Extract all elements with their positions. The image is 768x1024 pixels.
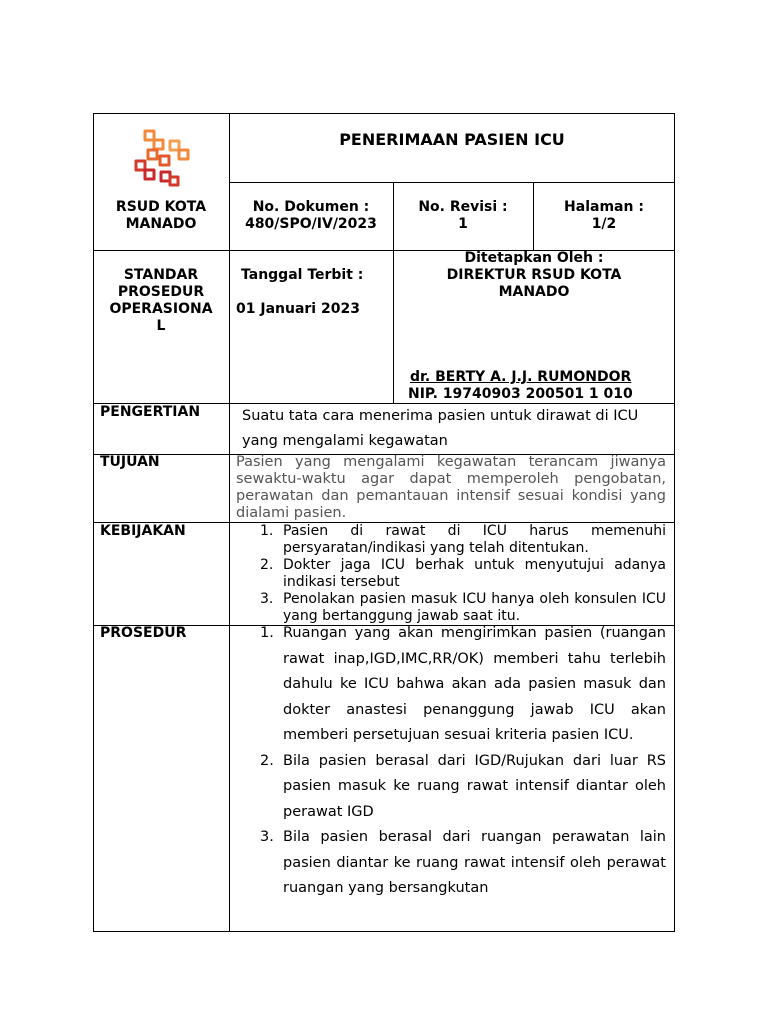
list-item: 3. Bila pasien berasal dari ruangan perawatan lain pasien diantar ke ruang rawat intensif oleh perawat ruangan yang bersangkutan xyxy=(260,829,666,896)
kebijakan-list xyxy=(260,523,666,625)
section-label-pengertian: PENGERTIAN xyxy=(100,404,201,420)
list-item: 1. Pasien di rawat di ICU harus memenuhi persyaratan/indikasi yang telah ditentukan. xyxy=(260,523,666,556)
revision-number: No. Revisi : 1 xyxy=(418,199,508,232)
section-label-prosedur: PROSEDUR xyxy=(100,625,187,641)
sop-document xyxy=(93,113,675,932)
list-item: 1. Ruangan yang akan mengirimkan pasien (ruangan rawat inap,IGD,IMC,RR/OK) memberi tahu terlebih dahulu ke ICU bahwa akan ada pasien masuk dan dokter anastesi penanggung jawab ICU akan memberi persetujuan sesuai kriteria pasien ICU. xyxy=(260,625,666,743)
list-item: 2. Bila pasien berasal dari IGD/Rujukan dari luar RS pasien masuk ke ruang rawat intensif diantar oleh perawat IGD xyxy=(260,752,666,820)
document-number: No. Dokumen : 480/SPO/IV/2023 xyxy=(245,199,377,232)
document-title: PENERIMAAN PASIEN ICU xyxy=(339,130,565,149)
issue-date-label: Tanggal Terbit : xyxy=(241,267,364,283)
page-number: Halaman : 1/2 xyxy=(564,199,644,232)
list-item: 3. Penolakan pasien masuk ICU hanya oleh konsulen ICU yang bertanggung jawab saat itu. xyxy=(260,591,666,624)
hospital-logo-icon xyxy=(133,128,195,188)
section-label-tujuan: TUJUAN xyxy=(100,454,160,470)
signer-name: dr. BERTY A. J.J. RUMONDOR xyxy=(410,369,632,385)
section-label-kebijakan: KEBIJAKAN xyxy=(100,523,186,539)
list-item: 2. Dokter jaga ICU berhak untuk menyutujui adanya indikasi tersebut xyxy=(260,557,666,590)
prosedur-list xyxy=(260,621,666,902)
pengertian-text: Suatu tata cara menerima pasien untuk dirawat di ICU yang mengalami kegawatan xyxy=(242,408,639,449)
signer-nip: NIP. 19740903 200501 1 010 xyxy=(408,386,633,402)
divider xyxy=(229,182,675,183)
issue-date-value: 01 Januari 2023 xyxy=(236,301,360,317)
tujuan-text: Pasien yang mengalami kegawatan terancam jiwanya sewaktu-waktu agar dapat memperoleh pengobatan, perawatan dan pemantauan intensif sesuai kondisi yang dialami pasien. xyxy=(236,454,666,521)
hospital-name: RSUD KOTA MANADO xyxy=(115,199,207,232)
established-by: Ditetapkan Oleh : DIREKTUR RSUD KOTA MANADO xyxy=(446,250,622,300)
sop-type: STANDAR PROSEDUR OPERASIONA L xyxy=(109,267,213,334)
